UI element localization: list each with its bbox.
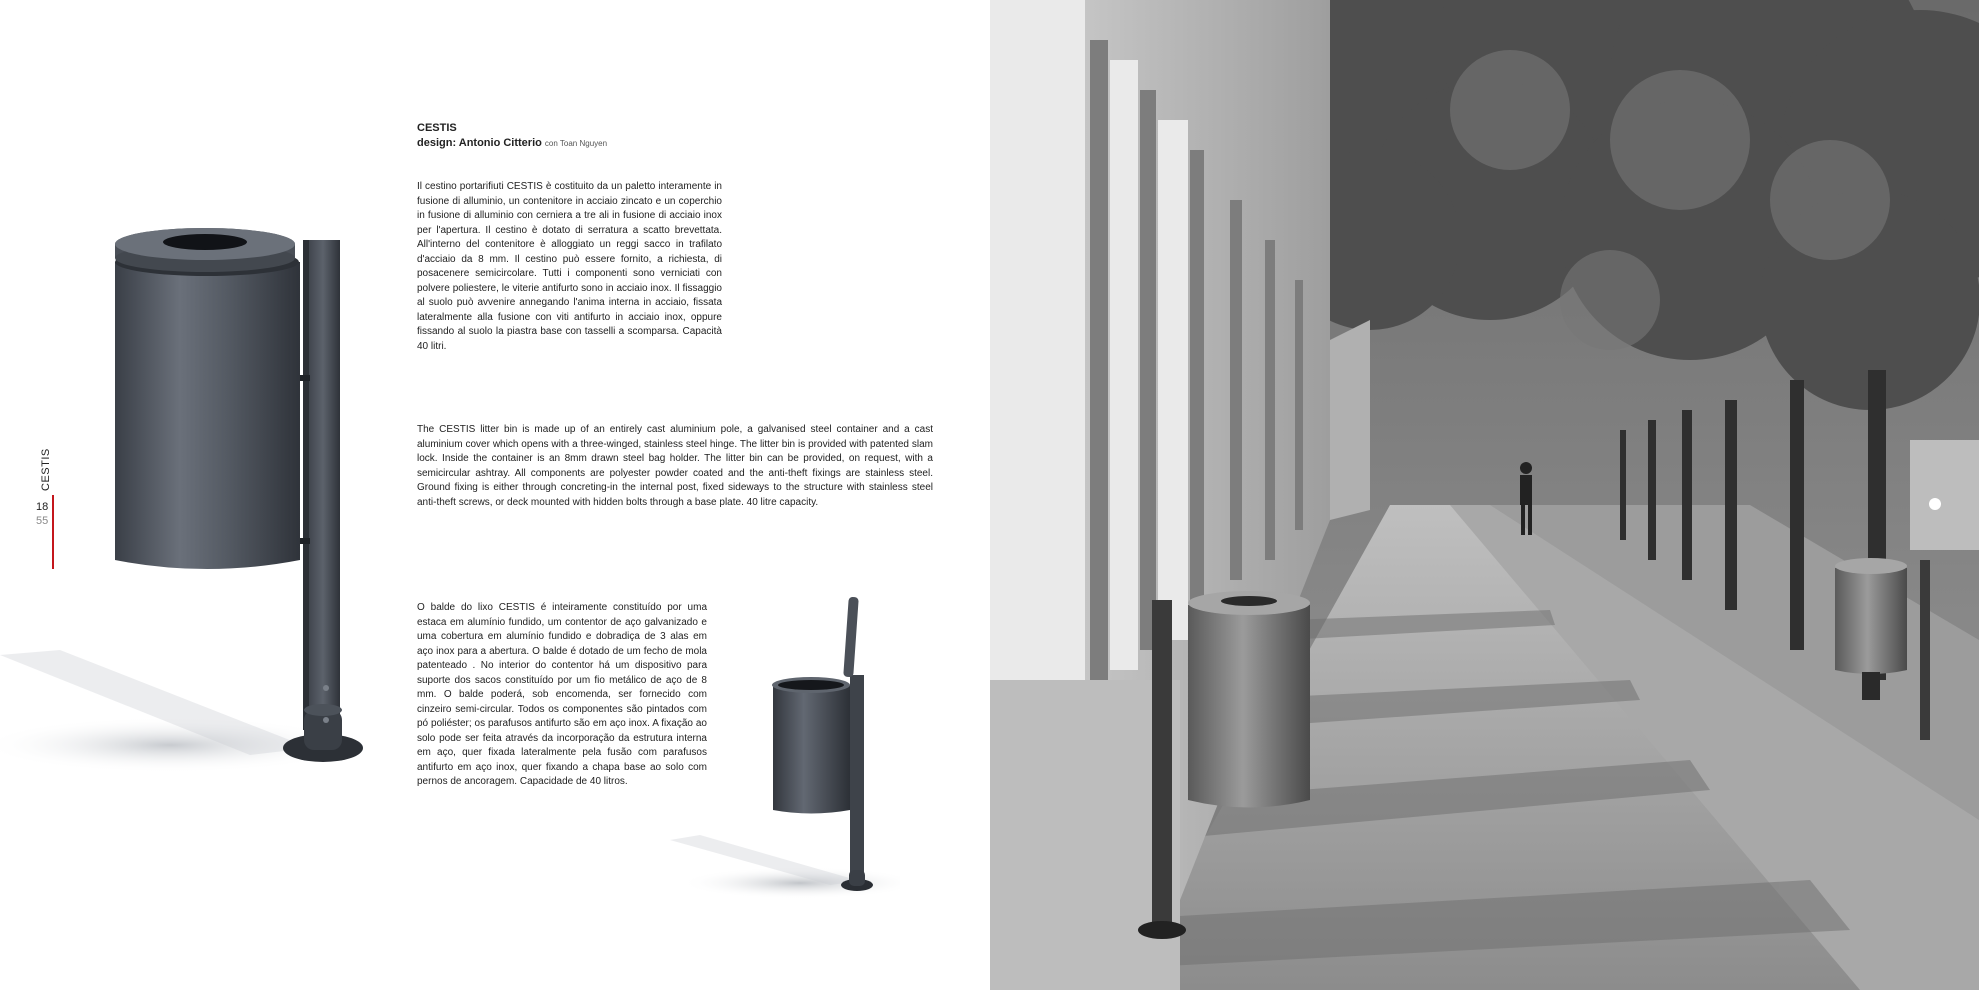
- page-number-secondary: 55: [36, 515, 49, 527]
- photo-scene: [990, 0, 1979, 990]
- designer-collaborator: con Toan Nguyen: [544, 139, 608, 148]
- product-image-small: [660, 585, 900, 905]
- designer-label: design: Antonio Citterio: [417, 137, 542, 149]
- street-photo: [990, 0, 1979, 990]
- description-english: The CESTIS litter bin is made up of an entirely cast aluminium pole, a galvanised steel container and a cast aluminium cover which opens with a three-winged, stainless steel hinge. The litter bin is provided with patented slam lock. Inside the container is an 8mm drawn steel bag holder. The litter bin can be provided, on request, with a semicircular ashtray. All components are polyester powder coated and the anti-theft fixings are stainless steel. Ground fixing is either through concreting-in the internal post, fixed sideways to the structure with stainless steel anti-theft screws, or deck mounted with hidden bolts through a base plate. 40 litre capacity.: [417, 424, 933, 508]
- pole: [306, 240, 340, 730]
- section-tab-title: CESTIS: [40, 448, 52, 492]
- product-header: [417, 121, 737, 151]
- description-italian: Il cestino portarifiuti CESTIS è costituito da un paletto interamente in fusione di alluminio, un contenitore in acciaio zincato e un coperchio in fusione di alluminio con cerniera a tre ali in fusione di acciaio inox per l'apertura. Il cestino è dotato di serratura a scatto brevettata. All'interno del contenitore è alloggiato un reggi sacco in trafilato d'acciaio da 8 mm. Il cestino può essere fornito, a richiesta, di posacenere semicircolare. Tutti i componenti sono verniciati con polvere poliestere, le viterie antifurto sono in acciaio inox. Il fissaggio al suolo può avvenire annegando l'anima interna in acciaio, fissata lateralmente alla fusione con viti antifurto in acciaio inox, oppure fissando al suolo la piastra base con tasselli a scomparsa. Capacità 40 litri.: [417, 181, 722, 352]
- description-portuguese: O balde do lixo CESTIS é inteiramente constituído por uma estaca em alumínio fundido, um contentor de aço galvanizado e uma cobertura em alumínio fundido e dobradiça de 3 alas em aço inox para a abertura. O balde é dotado de um fecho de mola patenteado . No interior do contentor há um dispositivo para suporte dos sacos constituído por um fio metálico de aço de 8 mm. O balde poderá, sob encomenda, ser fornecido com cinzeiro semi-circular. Todos os componentes são pintados com pó poliéster; os parafusos antifurto são em aço inox. A fixação ao solo pode ser feita através da incorporação da estrutura interna em aço, quer fixada lateralmente pela fusão com parafusos antifurto em aço inox, quer fixando a chapa base ao solo com pernos de ancoragem. Capacidade de 40 litros.: [417, 602, 707, 787]
- designer-credit: [417, 136, 737, 151]
- bin-lid-open: [843, 597, 859, 678]
- product-name: CESTIS: [417, 122, 457, 134]
- vehicle: [1910, 440, 1979, 550]
- product-image-large: [0, 200, 400, 780]
- bin-body: [115, 262, 300, 569]
- page-number: 18: [36, 501, 49, 513]
